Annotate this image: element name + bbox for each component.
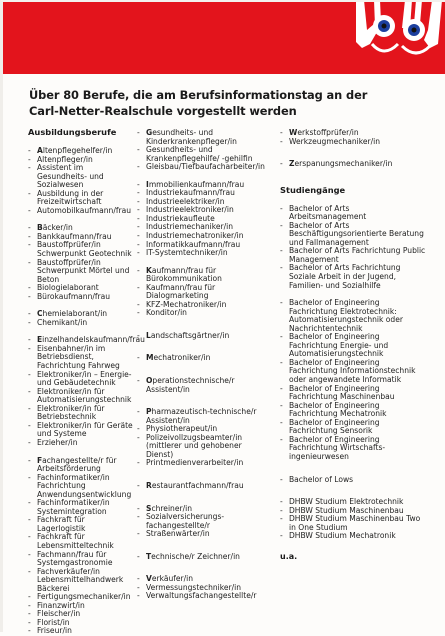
list-item-text: Bachelor of Engineering Fachrichtung Elektrotechnik: Automatisierungstechnik oder Nachrichtentechnik bbox=[289, 298, 403, 333]
list-item bbox=[137, 309, 271, 318]
list-item-text: Informatikkaufmann/frau bbox=[146, 239, 241, 249]
list-item-text: Bachelor of Engineering Fachrichtung Sensorik bbox=[289, 417, 380, 436]
list-item-text: Automobilkaufmann/frau bbox=[37, 205, 132, 215]
list-item-initial: W bbox=[289, 128, 298, 137]
list-item bbox=[137, 434, 271, 460]
list-item-text: Fachverkäufer/in Lebensmittelhandwerk Bäckerei bbox=[37, 566, 124, 593]
list-item bbox=[137, 377, 271, 394]
list-item bbox=[280, 160, 426, 169]
list-item-text: IT-Systemtechniker/in bbox=[146, 248, 228, 258]
list-item bbox=[137, 146, 271, 163]
list-item-initial: M bbox=[146, 353, 154, 363]
list-item bbox=[137, 482, 271, 491]
list-item-text: erspanungsmechaniker/in bbox=[294, 159, 393, 169]
list-item-initial: E bbox=[37, 335, 43, 345]
list-item-text: erkäufer/in bbox=[151, 574, 194, 584]
list-item-text: Elektroniker/in – Energie- und Gebäudetechnik bbox=[37, 369, 132, 388]
list-item-text: Fachinformatiker/in Systemintegration bbox=[37, 498, 110, 516]
list-item-text: Bachelor of Engineering Fachrichtung Maschinenbau bbox=[289, 383, 395, 402]
list-item-text: Erzieher/in bbox=[37, 437, 78, 447]
list-item bbox=[280, 476, 426, 485]
list-item bbox=[280, 138, 426, 147]
list-item-text: inzelhandelskaufmann/frau bbox=[42, 335, 145, 345]
list-item bbox=[137, 267, 271, 284]
list-item bbox=[28, 388, 134, 405]
list-item-text: aufmann/frau für Bürokommunikation bbox=[146, 265, 222, 284]
list-item bbox=[28, 345, 134, 371]
list-item bbox=[137, 163, 271, 172]
list-item-text: andschaftsgärtner/in bbox=[150, 330, 230, 340]
list-item bbox=[28, 207, 134, 216]
list-item bbox=[280, 205, 426, 222]
list-item bbox=[28, 439, 134, 448]
list-item bbox=[280, 515, 426, 532]
list-item-text: esundheits- und Kinderkrankenpfleger/in bbox=[146, 128, 237, 146]
list-item-text: Polizeivollzugsbeamter/in (mittlerer und gehobener Dienst) bbox=[146, 432, 243, 459]
list-item-initial: C bbox=[37, 309, 43, 319]
list-item-text: ltenpflegehelfer/in bbox=[42, 146, 113, 155]
section-heading-ausbildungsberufe: Ausbildungsberufe bbox=[28, 127, 117, 137]
list-item-text: mmobilienkaufmann/frau bbox=[148, 179, 245, 189]
list-item-text: Baustoffprüfer/in Schwerpunkt Mörtel und Beton bbox=[37, 257, 130, 284]
list-item-text: Elektroniker/in für Automatisierungstechnik bbox=[37, 386, 132, 405]
list-item-text: Bachelor of Arts Arbeitsmanagement bbox=[289, 203, 367, 222]
list-item-text: Eisenbahner/in im Betriebsdienst, Fachrichtung Fahrweg bbox=[37, 343, 120, 371]
list-item-text: Ausbildung in der Freizeitwirtschaft bbox=[37, 188, 104, 207]
list-item-text: Bankkaufmann/frau bbox=[37, 231, 112, 241]
list-item-initial: T bbox=[146, 551, 152, 561]
list-item bbox=[28, 422, 134, 439]
page-headline bbox=[29, 88, 429, 119]
list-item bbox=[137, 513, 271, 530]
list-item bbox=[28, 259, 134, 285]
list-item-text: estaurantfachmann/frau bbox=[151, 480, 244, 490]
list-item-text: Fertigungsmechaniker/in bbox=[37, 592, 131, 602]
list-item bbox=[280, 222, 426, 248]
list-item-text: Bachelor of Engineering Fachrichtung Informationstechnik oder angewandete Informatik bbox=[289, 357, 416, 385]
list-item-text: Bachelor of Arts Beschäftigungsorientierte Beratung und Fallmanagement bbox=[289, 220, 424, 247]
list-item-text: Friseur/in bbox=[37, 626, 72, 636]
list-item bbox=[280, 532, 426, 541]
list-item-text: DHBW Studium Elektrotechnik bbox=[289, 497, 404, 507]
list-item-text: Bachelor of Engineering Fachrichtung Energie- und Automatisierungstechnik bbox=[289, 332, 389, 359]
list-item-text: Gleisbau/Tiefbaufacharbeiter/in bbox=[146, 162, 265, 172]
list-item-initial: I bbox=[146, 179, 149, 189]
list-item-text: Bürokaufmann/frau bbox=[37, 291, 111, 301]
list-item bbox=[137, 530, 271, 539]
list-item-text: DHBW Studium Mechatronik bbox=[289, 531, 396, 541]
list-item-text: perationstechnische/r Assistent/in bbox=[146, 376, 235, 394]
list-item-text: Industrieelektroniker/in bbox=[146, 205, 234, 215]
list-item bbox=[28, 164, 134, 190]
list-item bbox=[137, 354, 271, 363]
list-item-text: harmazeutisch-technische/r Assistent/in bbox=[146, 407, 257, 425]
list-item-text: Fachkraft für Lebensmitteltechnik bbox=[37, 532, 114, 550]
list-item-text: DHBW Studium Maschinenbau Two in One Studium bbox=[289, 514, 421, 532]
list-item-text: Kaufmann/frau für Dialogmarketing bbox=[146, 282, 216, 301]
list-item bbox=[28, 405, 134, 422]
list-item-text: Fachkraft für Lagerlogistik bbox=[37, 515, 86, 533]
list-item-text: Florist/in bbox=[37, 617, 70, 627]
ausbildungsberufe-list-continued bbox=[137, 129, 271, 601]
list-item bbox=[280, 299, 426, 333]
column-ausbildungsberufe-continued bbox=[137, 129, 271, 601]
list-item-initial: R bbox=[146, 480, 152, 490]
list-item-text: Altenpfleger/in bbox=[37, 154, 93, 164]
list-item-text: Industriekaufleute bbox=[146, 213, 215, 223]
list-item-text: DHBW Studium Maschinenbau bbox=[289, 505, 404, 515]
list-item bbox=[28, 371, 134, 388]
list-item-text: erkstoffprüfer/in bbox=[297, 128, 359, 137]
list-item-text: Industriemechaniker/in bbox=[146, 222, 234, 232]
list-item bbox=[28, 551, 134, 568]
list-item bbox=[137, 332, 271, 341]
list-item-text: Industriemechatroniker/in bbox=[146, 231, 244, 241]
list-item bbox=[137, 129, 271, 146]
list-item bbox=[28, 533, 134, 550]
headline-line-2: Carl-Netter-Realschule vorgestellt werden bbox=[29, 103, 297, 118]
list-item-initial: L bbox=[146, 330, 151, 340]
list-item-text: Baustoffprüfer/in Schwerpunkt Geotechnik bbox=[37, 240, 132, 259]
list-item-initial: F bbox=[37, 455, 43, 465]
list-item bbox=[137, 249, 271, 258]
list-item bbox=[137, 459, 271, 468]
list-item-initial: G bbox=[146, 128, 153, 137]
list-item bbox=[280, 264, 426, 290]
list-item bbox=[280, 385, 426, 402]
list-item bbox=[280, 333, 426, 359]
list-item bbox=[28, 241, 134, 258]
list-item bbox=[137, 592, 271, 601]
list-item-text: Elektroniker/in für Geräte und Systeme bbox=[37, 420, 133, 439]
list-item bbox=[28, 499, 134, 516]
list-item-text: Industriekaufmann/frau bbox=[146, 188, 235, 198]
list-item bbox=[28, 516, 134, 533]
list-item-text: äcker/in bbox=[42, 223, 73, 233]
list-item-text: Sozialversicherungs-fachangestellte/r bbox=[146, 512, 225, 530]
column-studiengaenge bbox=[280, 129, 426, 561]
list-item-text: Chemikant/in bbox=[37, 317, 88, 327]
ausbildungsberufe-list bbox=[28, 146, 145, 636]
list-item-initial: V bbox=[146, 574, 152, 584]
list-item-text: Finanzwirt/in bbox=[37, 600, 85, 610]
list-item-text: Werkzeugmechaniker/in bbox=[289, 136, 381, 146]
list-item-initial: S bbox=[146, 503, 152, 513]
list-item-initial: P bbox=[146, 407, 152, 417]
list-item-text: Straßenwärter/in bbox=[146, 529, 210, 539]
list-item bbox=[28, 474, 134, 500]
list-item bbox=[280, 436, 426, 462]
list-item-text: Bachelor of Engineering Fachrichtung Mechatronik bbox=[289, 400, 387, 419]
list-item bbox=[137, 408, 271, 425]
list-item-text: Fachmann/frau für Systemgastronomie bbox=[37, 549, 113, 568]
list-item-text: echatroniker/in bbox=[153, 353, 211, 363]
list-item-text: Bachelor of Arts Fachrichtung Public Management bbox=[289, 246, 426, 264]
list-item bbox=[28, 319, 134, 328]
ausbildungsberufe-list-end bbox=[280, 129, 426, 169]
list-item-initial: Z bbox=[289, 159, 295, 169]
list-item-text: Assistent im Gesundheits- und Sozialwesen bbox=[37, 163, 104, 190]
list-item bbox=[28, 293, 134, 302]
list-item-initial: K bbox=[146, 265, 152, 275]
list-item-text: Physiotherapeut/in bbox=[146, 424, 218, 434]
list-item-text: Biologielaborant bbox=[37, 283, 99, 293]
list-item bbox=[280, 419, 426, 436]
list-item bbox=[137, 284, 271, 301]
list-item bbox=[28, 190, 134, 207]
list-item bbox=[28, 568, 134, 594]
list-item-initial: B bbox=[37, 223, 43, 233]
list-item-text: Konditor/in bbox=[146, 308, 187, 318]
column-ausbildungsberufe bbox=[28, 127, 145, 636]
list-item-text: hemielaborant/in bbox=[42, 309, 108, 319]
list-item-initial: O bbox=[146, 376, 153, 386]
headline-line-1: Über 80 Berufe, die am Berufsinformationstag an der bbox=[29, 88, 368, 102]
list-item-text: Industrieelektriker/in bbox=[146, 196, 225, 206]
list-item bbox=[280, 359, 426, 385]
list-item bbox=[280, 247, 426, 264]
list-item bbox=[137, 553, 271, 562]
hands-and-eyes-mascot-icon bbox=[350, 0, 445, 74]
list-item-text: achangestellte/r für Arbeitsförderung bbox=[37, 455, 117, 474]
list-item-initial: A bbox=[37, 146, 43, 155]
section-heading-studiengaenge: Studiengänge bbox=[280, 184, 346, 195]
list-item-text: Fleischer/in bbox=[37, 609, 81, 619]
list-item-text: Elektroniker/in für Betriebstechnik bbox=[37, 403, 105, 422]
list-item-text: echnische/r Zeichner/in bbox=[151, 551, 240, 561]
list-item-text: KFZ-Mechatroniker/in bbox=[146, 299, 227, 309]
studiengaenge-list bbox=[280, 205, 426, 541]
list-item-text: Gesundheits- und Krankenpflegehilfe/ -gehilfin bbox=[146, 145, 253, 163]
list-item-text: Printmedienverarbeiter/in bbox=[146, 458, 244, 468]
list-item-text: Bachelor of Lows bbox=[289, 474, 354, 484]
list-item bbox=[28, 457, 134, 474]
list-item bbox=[280, 402, 426, 419]
list-item-text: Bachelor of Arts Fachrichtung Soziale Arbeit in der Jugend, Familien- und Sozialhilfe bbox=[289, 263, 401, 290]
further-note: u.a. bbox=[280, 551, 298, 561]
list-item-text: chreiner/in bbox=[151, 503, 192, 513]
list-item-text: Vermessungstechniker/in bbox=[146, 582, 242, 592]
list-item-text: Fachinformatiker/in Fachrichtung Anwendungsentwicklung bbox=[37, 472, 132, 499]
list-item-text: Verwaltungsfachangestellte/r bbox=[146, 591, 257, 601]
header-banner bbox=[0, 0, 445, 74]
list-item-text: Bachelor of Engineering Fachrichtung Wirtschafts-ingenieurwesen bbox=[289, 434, 386, 461]
